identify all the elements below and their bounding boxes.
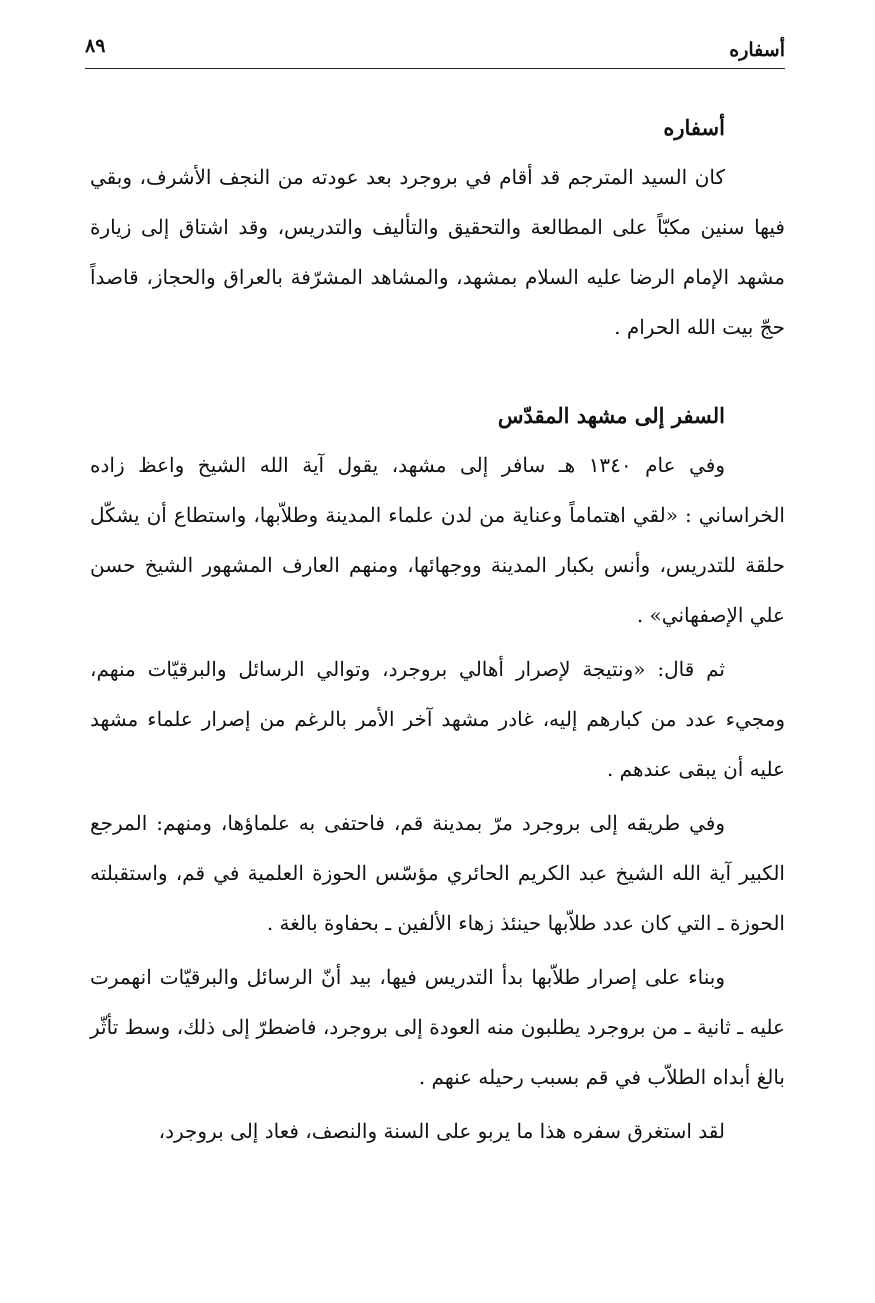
section-heading-travels: أسفاره	[663, 115, 725, 140]
paragraph: ثم قال: «ونتيجة لإصرار أهالي بروجرد، وتوالي الرسائل والبرقيّات منهم، ومجيء عدد من كبارهم إليه، غادر مشهد آخر الأمر بالرغم من إصرار علماء مشهد عليه أن يبقى عندهم .	[90, 657, 785, 781]
running-header	[85, 34, 785, 68]
running-title: أسفاره	[729, 39, 785, 61]
paragraph: وفي طريقه إلى بروجرد مرّ بمدينة قم، فاحتفى به علماؤها، ومنهم: المرجع الكبير آية الله الشيخ عبد الكريم الحائري مؤسّس الحوزة العلمية في قم، واستقبلته الحوزة ـ التي كان عدد طلاّبها حينئذ زهاء الألفين ـ بحفاوة بالغة .	[90, 811, 785, 935]
paragraph: وبناء على إصرار طلاّبها بدأ التدريس فيها، بيد أنّ الرسائل والبرقيّات انهمرت عليه ـ ثانية ـ من بروجرد يطلبون منه العودة إلى بروجرد، فاضطرّ إلى ذلك، وسط تأثّر بالغ أبداه الطلاّب في قم بسبب رحيله عنهم .	[90, 965, 785, 1089]
paragraph: وفي عام ١٣٤٠ هـ سافر إلى مشهد، يقول آية الله الشيخ واعظ زاده الخراساني : «لقي اهتماماً وعناية من لدن علماء المدينة وطلاّبها، واستطاع أن يشكّل حلقة للتدريس، وأنس بكبار المدينة ووجهائها، ومنهم العارف المشهور الشيخ حسن علي الإصفهاني» .	[90, 453, 785, 627]
page-number: ٨٩	[85, 35, 106, 57]
header-divider	[85, 68, 785, 69]
paragraph-travels: كان السيد المترجم قد أقام في بروجرد بعد عودته من النجف الأشرف، وبقي فيها سنين مكبّاً على المطالعة والتحقيق والتأليف والتدريس، وقد اشتاق إلى زيارة مشهد الإمام الرضا عليه السلام بمشهد، والمشاهد المشرّفة بالعراق والحجاز، قاصداً حجّ بيت الله الحرام .	[90, 165, 785, 339]
page-body	[90, 108, 785, 1156]
section-heading-mashhad-journey: السفر إلى مشهد المقدّس	[497, 403, 725, 428]
paragraph: لقد استغرق سفره هذا ما يربو على السنة والنصف، فعاد إلى بروجرد،	[158, 1119, 725, 1143]
